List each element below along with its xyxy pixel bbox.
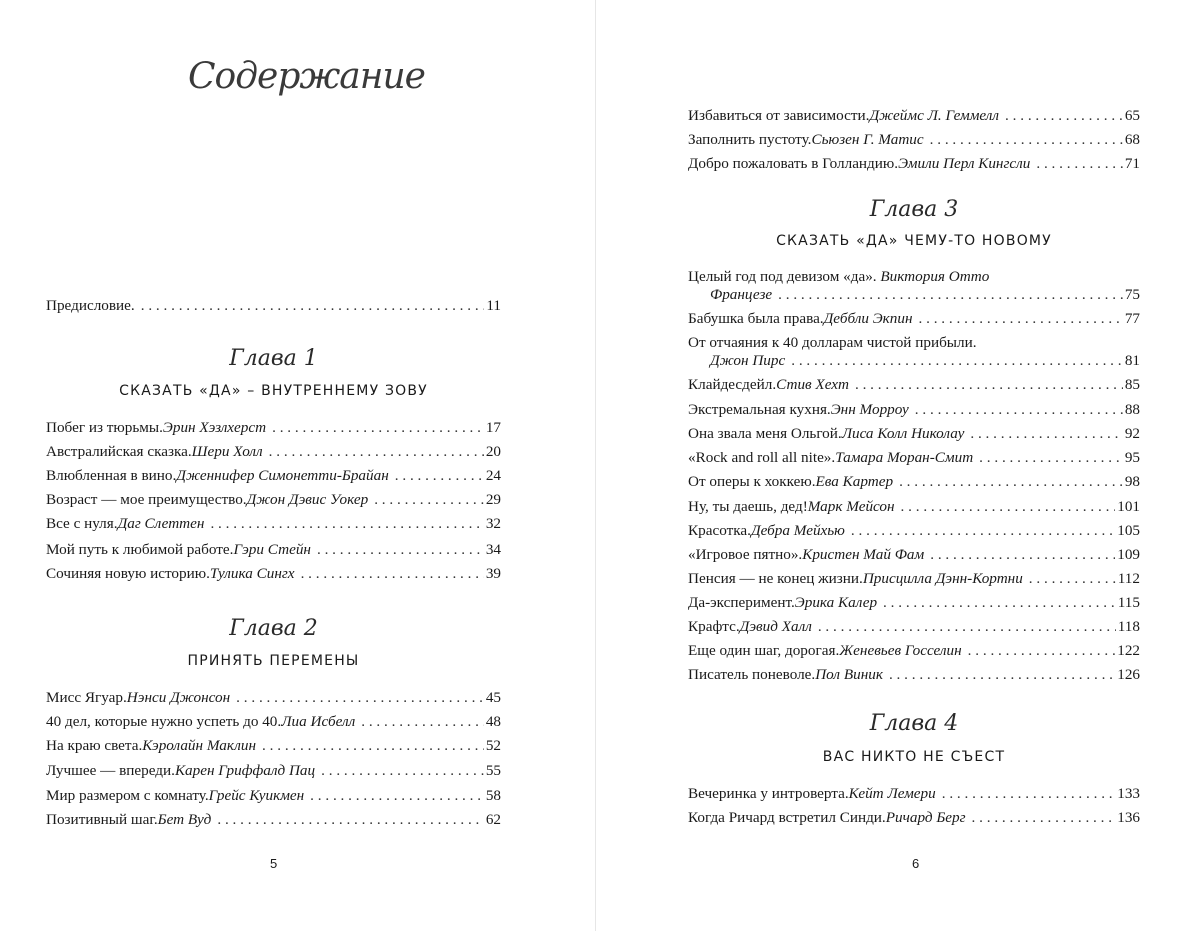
entry-title: Австралийская сказка.	[46, 443, 192, 460]
chapter-2-label: Глава 2	[229, 616, 318, 641]
entry-author: Кейт Лемери	[848, 785, 936, 802]
toc-entry[interactable]	[688, 424, 1140, 444]
leader-dots	[972, 808, 1116, 828]
entry-title: Бабушка была права.	[688, 310, 824, 327]
leader-dots	[979, 448, 1123, 468]
toc-entry[interactable]	[688, 130, 1140, 150]
leader-dots	[301, 564, 484, 584]
entry-title: Добро пожаловать в Голландию.	[688, 155, 899, 172]
entry-author: Пол Виник	[815, 666, 883, 683]
entry-title: Позитивный шаг.	[46, 811, 158, 828]
toc-entry[interactable]	[688, 641, 1140, 661]
entry-title: Сочиняя новую историю.	[46, 565, 210, 582]
entry-page: 39	[485, 565, 501, 582]
leader-dots	[889, 665, 1115, 685]
entry-page: 77	[1124, 310, 1140, 327]
entry-title: Предисловие.	[46, 297, 135, 314]
chapter-1-name: СКАЗАТЬ «ДА» – ВНУТРЕННЕМУ ЗОВУ	[119, 383, 428, 399]
entry-page: 118	[1117, 618, 1140, 635]
leader-dots	[141, 296, 485, 316]
entry-page: 45	[485, 689, 501, 706]
entry-author: Кэролайн Маклин	[142, 737, 257, 754]
leader-dots	[395, 466, 484, 486]
entry-author: Стив Хехт	[776, 376, 849, 393]
toc-entry[interactable]	[46, 761, 501, 781]
contents-heading: Содержание	[188, 56, 425, 97]
entry-page: 24	[485, 467, 501, 484]
entry-page: 55	[485, 762, 501, 779]
toc-entry[interactable]	[688, 309, 1140, 329]
entry-page: 115	[1117, 594, 1140, 611]
entry-page: 68	[1124, 131, 1140, 148]
leader-dots	[970, 424, 1122, 444]
entry-page: 88	[1124, 401, 1140, 418]
entry-author: Лиса Колл Николау	[841, 425, 965, 442]
entry-title: Писатель поневоле.	[688, 666, 816, 683]
leader-dots	[262, 736, 484, 756]
leader-dots	[930, 130, 1123, 150]
entry-page: 62	[485, 811, 501, 828]
chapter-2-name: ПРИНЯТЬ ПЕРЕМЕНЫ	[187, 653, 360, 669]
entry-author: Эмили Перл Кингсли	[898, 155, 1031, 172]
entry-title: 40 дел, которые нужно успеть до 40.	[46, 713, 282, 730]
page-number: 6	[912, 856, 920, 871]
leader-dots	[818, 617, 1116, 637]
leader-dots	[930, 545, 1115, 565]
entry-page: 126	[1117, 666, 1140, 683]
toc-entry-continuation[interactable]	[688, 351, 1140, 371]
toc-entry[interactable]	[688, 665, 1140, 685]
toc-entry-line1[interactable]	[688, 333, 977, 353]
toc-entry[interactable]	[46, 688, 501, 708]
leader-dots	[236, 688, 484, 708]
entry-title: «Rock and roll all nite».	[688, 449, 836, 466]
entry-author: Марк Мейсон	[807, 498, 895, 515]
toc-entry-preface[interactable]	[46, 296, 501, 316]
entry-page: 52	[485, 737, 501, 754]
left-page	[0, 0, 595, 931]
chapter-4-label: Глава 4	[869, 711, 959, 736]
leader-dots	[317, 540, 484, 560]
toc-entry[interactable]	[46, 564, 501, 584]
leader-dots	[942, 784, 1116, 804]
toc-entry[interactable]	[46, 736, 501, 756]
toc-entry[interactable]	[688, 472, 1140, 492]
leader-dots	[851, 521, 1115, 541]
entry-author: Бет Вуд	[157, 811, 212, 828]
entry-page: 92	[1124, 425, 1140, 442]
entry-author: Тулика Сингх	[209, 565, 295, 582]
entry-author: Дебра Мейхью	[750, 522, 845, 539]
entry-author: Деббли Экпин	[823, 310, 913, 327]
leader-dots	[217, 810, 483, 830]
toc-entry[interactable]	[46, 810, 501, 830]
toc-entry[interactable]	[46, 490, 501, 510]
entry-page: 71	[1124, 155, 1140, 172]
entry-page: 133	[1117, 785, 1140, 802]
right-page	[596, 0, 1195, 931]
entry-author: Францезе	[710, 286, 773, 303]
entry-title: Мир размером с комнату.	[46, 787, 209, 804]
toc-entry[interactable]	[688, 593, 1140, 613]
entry-title: От оперы к хоккею.	[688, 473, 816, 490]
entry-author: Дженнифер Симонетти-Брайан	[176, 467, 389, 484]
entry-title: Избавиться от зависимости.	[688, 107, 870, 124]
entry-title: «Игровое пятно».	[688, 546, 803, 563]
entry-page: 58	[485, 787, 501, 804]
entry-page: 136	[1117, 809, 1140, 826]
entry-title: От отчаяния к 40 долларам чистой прибыли.	[688, 334, 977, 351]
entry-page: 17	[485, 419, 501, 436]
entry-title: Возраст — мое преимущество.	[46, 491, 247, 508]
entry-page: 34	[485, 541, 501, 558]
toc-entry[interactable]	[46, 786, 501, 806]
entry-author: Энн Морроу	[830, 401, 909, 418]
entry-author: Ричард Берг	[885, 809, 966, 826]
entry-page: 95	[1124, 449, 1140, 466]
toc-entry[interactable]	[688, 106, 1140, 126]
entry-title: Еще один шаг, дорогая.	[688, 642, 840, 659]
entry-author: Нэнси Джонсон	[126, 689, 231, 706]
entry-title: Побег из тюрьмы.	[46, 419, 163, 436]
leader-dots	[968, 641, 1116, 661]
entry-title: Крафтс.	[688, 618, 740, 635]
entry-page: 48	[485, 713, 501, 730]
leader-dots	[1036, 154, 1122, 174]
toc-entry[interactable]	[688, 808, 1140, 828]
entry-page: 112	[1117, 570, 1140, 587]
entry-author: Кристен Май Фам	[802, 546, 925, 563]
entry-page: 20	[485, 443, 501, 460]
leader-dots	[855, 375, 1123, 395]
leader-dots	[361, 712, 484, 732]
toc-entry[interactable]	[46, 442, 501, 462]
leader-dots	[272, 418, 484, 438]
entry-page: 65	[1124, 107, 1140, 124]
toc-entry[interactable]	[688, 375, 1140, 395]
toc-entry[interactable]	[688, 400, 1140, 420]
leader-dots	[901, 497, 1116, 517]
entry-author: Гэри Стейн	[233, 541, 311, 558]
entry-author: Присцилла Дэнн-Кортни	[862, 570, 1023, 587]
entry-title: Влюбленная в вино.	[46, 467, 177, 484]
entry-title: Вечеринка у интроверта.	[688, 785, 849, 802]
entry-author: Ева Картер	[815, 473, 894, 490]
leader-dots	[1005, 106, 1123, 126]
toc-entry[interactable]	[688, 545, 1140, 565]
entry-page: 85	[1124, 376, 1140, 393]
entry-title: Лучшее — впереди.	[46, 762, 175, 779]
entry-title: Экстремальная кухня.	[688, 401, 831, 418]
leader-dots	[374, 490, 484, 510]
leader-dots	[1029, 569, 1116, 589]
entry-title: Все с нуля.	[46, 515, 118, 532]
entry-page: 105	[1117, 522, 1140, 539]
entry-author: Джон Дэвис Уокер	[246, 491, 369, 508]
entry-title: Когда Ричард встретил Синди.	[688, 809, 886, 826]
entry-page: 11	[486, 297, 501, 314]
leader-dots	[778, 285, 1123, 305]
entry-title: Мой путь к любимой работе.	[46, 541, 234, 558]
toc-entry[interactable]	[688, 617, 1140, 637]
toc-entry[interactable]	[688, 521, 1140, 541]
entry-page: 75	[1124, 286, 1140, 303]
entry-author: Карен Гриффалд Пац	[174, 762, 316, 779]
leader-dots	[269, 442, 484, 462]
toc-entry[interactable]	[688, 784, 1140, 804]
entry-author: Джеймс Л. Геммелл	[869, 107, 1000, 124]
toc-entry[interactable]	[46, 418, 501, 438]
chapter-4-name: ВАС НИКТО НЕ СЪЕСТ	[822, 749, 1006, 765]
leader-dots	[899, 472, 1123, 492]
entry-title: Заполнить пустоту.	[688, 131, 812, 148]
toc-entry[interactable]	[688, 497, 1140, 517]
entry-author: Эрин Хэзлхерст	[162, 419, 267, 436]
toc-entry[interactable]	[46, 712, 501, 732]
entry-page: 29	[485, 491, 501, 508]
chapter-3-label: Глава 3	[869, 197, 959, 222]
entry-author: Грейс Куикмен	[208, 787, 305, 804]
toc-entry[interactable]	[46, 514, 501, 534]
entry-title: Целый год под девизом «да».	[688, 268, 881, 285]
entry-title: Клайдесдейл.	[688, 376, 777, 393]
entry-author: Тамара Моран-Смит	[835, 449, 974, 466]
entry-title: На краю света.	[46, 737, 143, 754]
entry-author: Даг Слеттен	[117, 515, 205, 532]
entry-author: Сьюзен Г. Матис	[811, 131, 924, 148]
entry-title: Пенсия — не конец жизни.	[688, 570, 863, 587]
entry-author: Лиа Исбелл	[281, 713, 356, 730]
leader-dots	[883, 593, 1116, 613]
entry-page: 32	[485, 515, 501, 532]
entry-page: 98	[1124, 473, 1140, 490]
entry-page: 109	[1117, 546, 1140, 563]
entry-title: Мисс Ягуар.	[46, 689, 127, 706]
entry-author: Джон Пирс	[710, 352, 786, 369]
leader-dots	[310, 786, 484, 806]
entry-page: 122	[1117, 642, 1140, 659]
toc-entry[interactable]	[46, 466, 501, 486]
entry-author: Эрика Калер	[794, 594, 878, 611]
leader-dots	[919, 309, 1123, 329]
leader-dots	[321, 761, 484, 781]
entry-author: Женевьев Госселин	[839, 642, 962, 659]
entry-author: Шери Холл	[191, 443, 263, 460]
entry-title: Да-эксперимент.	[688, 594, 795, 611]
leader-dots	[791, 351, 1123, 371]
chapter-1-label: Глава 1	[229, 346, 318, 371]
chapter-3-name: СКАЗАТЬ «ДА» ЧЕМУ-ТО НОВОМУ	[776, 233, 1052, 249]
toc-entry[interactable]	[46, 540, 501, 560]
toc-entry-continuation[interactable]	[688, 285, 1140, 305]
entry-author: Виктория Отто	[880, 268, 990, 285]
page-number: 5	[270, 856, 278, 871]
entry-title: Ну, ты даешь, дед!	[688, 498, 808, 515]
leader-dots	[915, 400, 1123, 420]
entry-page: 81	[1124, 352, 1140, 369]
entry-author: Дэвид Халл	[739, 618, 812, 635]
entry-page: 101	[1117, 498, 1140, 515]
entry-title: Красотка.	[688, 522, 751, 539]
leader-dots	[210, 514, 483, 534]
toc-entry[interactable]	[688, 154, 1140, 174]
toc-entry[interactable]	[688, 569, 1140, 589]
toc-entry[interactable]	[688, 448, 1140, 468]
toc-entry-line1[interactable]	[688, 267, 989, 287]
entry-title: Она звала меня Ольгой.	[688, 425, 842, 442]
